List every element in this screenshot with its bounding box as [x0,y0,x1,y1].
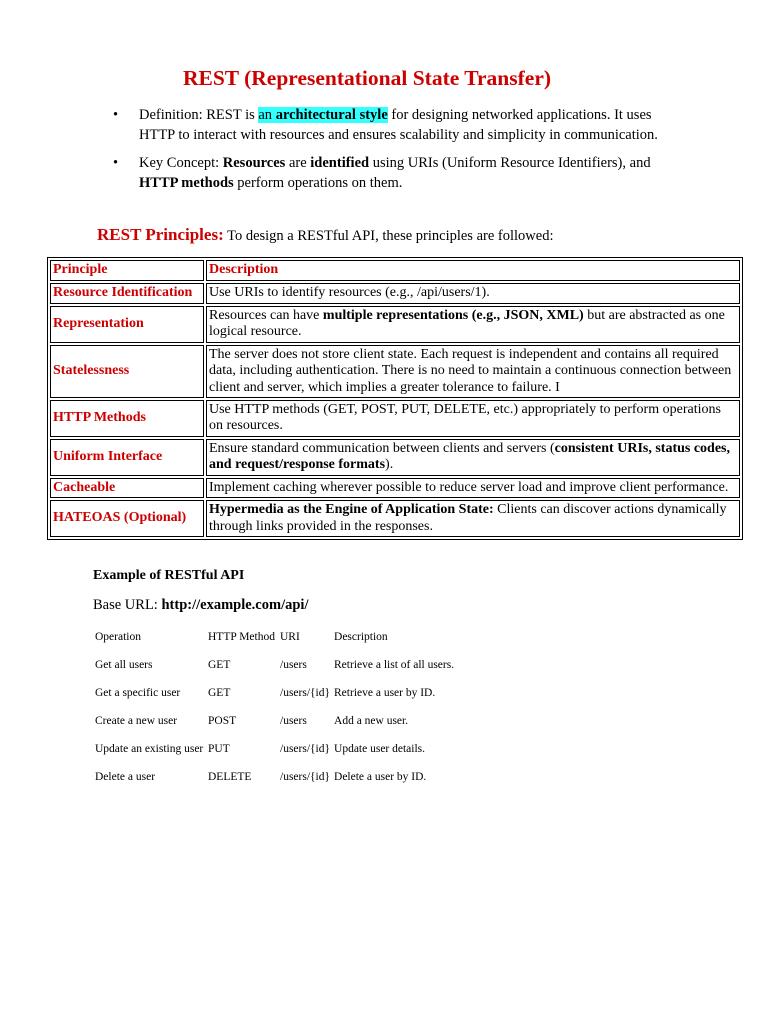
api-header-row [93,623,456,651]
description-cell: Update user details. [334,743,426,755]
principle-name: HTTP Methods [50,400,204,437]
operation-cell: Delete a user [95,771,156,783]
operation-cell: Update an existing user [95,743,204,755]
principle-description: Ensure standard communication between clients and servers (consistent URIs, status codes, and request/response formats). [206,439,740,476]
principle-name: Resource Identification [50,283,204,304]
table-row [93,707,456,735]
principle-name: HATEOAS (Optional) [50,500,204,537]
base-url-value: http://example.com/api/ [161,597,309,613]
base-url-line: Base URL: http://example.com/api/ [93,597,309,613]
principles-heading: REST Principles: [97,225,224,244]
principle-column-header: Principle [50,260,204,281]
principle-name: Statelessness [50,345,204,398]
principle-name: Representation [50,306,204,343]
method-header: HTTP Method [208,631,275,643]
operation-header: Operation [95,631,141,643]
table-row [93,651,456,679]
description-header: Description [334,631,388,643]
api-endpoints-table [93,623,456,791]
page-title: REST (Representational State Transfer) [182,66,552,90]
bullet-icon: • [113,155,119,171]
key-concept-bullet: • Key Concept: Resources are identified using URIs (Uniform Resource Identifiers), and HTTP methods perform operations on them. [113,155,651,191]
uri-cell: /users [280,715,307,727]
method-cell: PUT [208,743,230,755]
example-heading: Example of RESTful API [93,568,245,583]
principle-description: Use URIs to identify resources (e.g., /api/users/1). [206,283,740,304]
table-row [50,500,740,537]
operation-cell: Get all users [95,659,153,671]
principles-table [47,257,743,540]
description-cell: Delete a user by ID. [334,771,427,783]
table-row [93,735,456,763]
method-cell: GET [208,687,231,699]
table-row [50,478,740,499]
table-row [50,306,740,343]
table-row [50,400,740,437]
highlighted-text: an architectural style [258,107,388,123]
method-cell: GET [208,659,231,671]
table-row [50,345,740,398]
uri-cell: /users [280,659,307,671]
table-row [50,439,740,476]
intro-bullet-list [113,106,673,202]
table-header-row [50,260,740,281]
description-cell: Add a new user. [334,715,409,727]
uri-cell: /users/{id} [280,687,331,699]
definition-bullet: • Definition: REST is an architectural style for designing networked applications. It uses HTTP to interact with resources and ensures scalability and simplicity in communication. [113,107,658,143]
uri-cell: /users/{id} [280,743,331,755]
principle-name: Uniform Interface [50,439,204,476]
uri-header: URI [280,631,300,643]
operation-cell: Create a new user [95,715,178,727]
bullet-icon: • [113,107,119,123]
principle-name: Cacheable [50,478,204,499]
table-row [50,283,740,304]
description-cell: Retrieve a user by ID. [334,687,436,699]
operation-cell: Get a specific user [95,687,181,699]
method-cell: DELETE [208,771,252,783]
principle-description: Resources can have multiple representations (e.g., JSON, XML) but are abstracted as one logical resource. [206,306,740,343]
method-cell: POST [208,715,237,727]
principles-intro: REST Principles: To design a RESTful API, these principles are followed: [97,225,554,244]
principle-description: Use HTTP methods (GET, POST, PUT, DELETE, etc.) appropriately to perform operations on resources. [206,400,740,437]
principle-description: The server does not store client state. Each request is independent and contains all required data, including authentication. There is no need to maintain a continuous connection between client and server, which implies a greater tolerance to failure. I [206,345,740,398]
principle-description: Hypermedia as the Engine of Application State: Clients can discover actions dynamically through links provided in the responses. [206,500,740,537]
table-row [93,763,456,791]
description-cell: Retrieve a list of all users. [334,659,455,671]
principle-description: Implement caching wherever possible to reduce server load and improve client performance. [206,478,740,499]
table-row [93,679,456,707]
description-column-header: Description [206,260,740,281]
uri-cell: /users/{id} [280,771,331,783]
